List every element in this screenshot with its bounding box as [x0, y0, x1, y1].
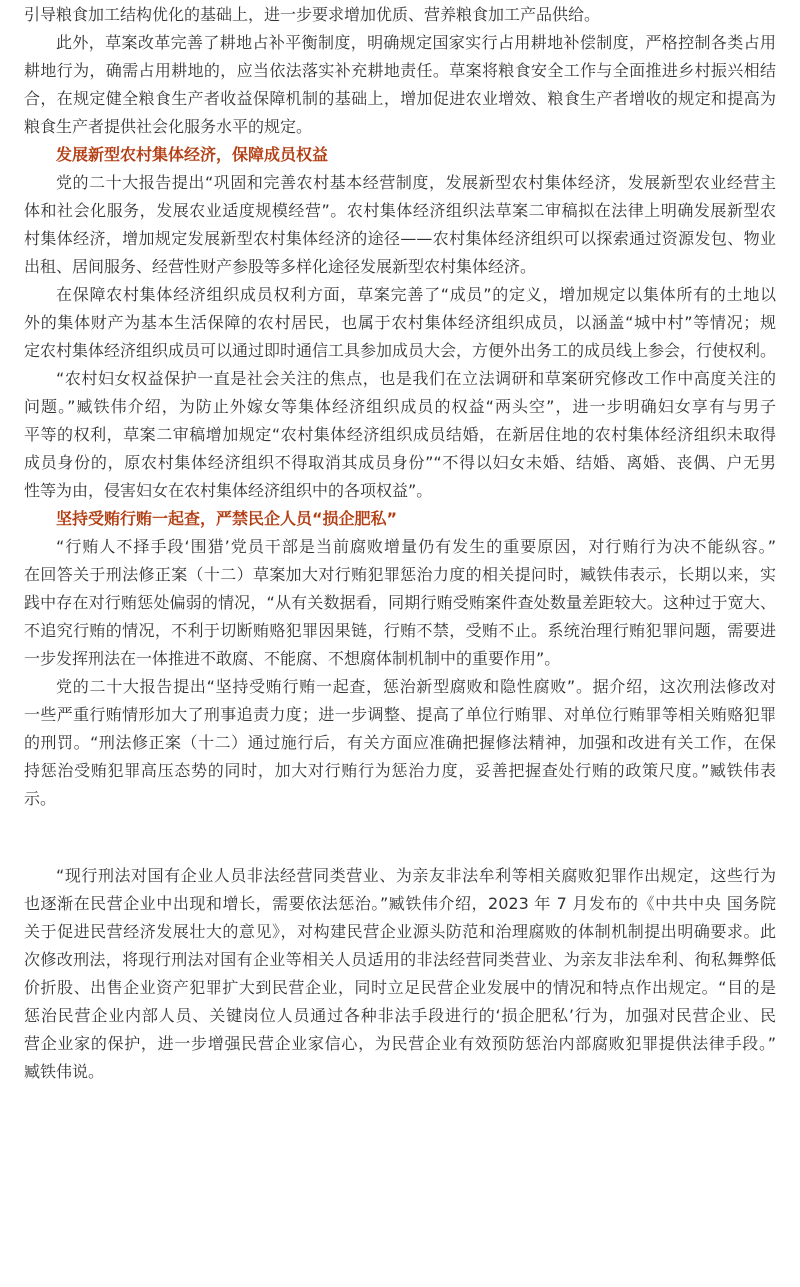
paragraph-line: 价折股、出售企业资产犯罪扩大到民营企业，同时立足民营企业发展中的情况和特点作出规定。“目的是	[24, 978, 776, 997]
paragraph	[24, 29, 776, 141]
section-heading	[24, 141, 776, 169]
paragraph-line: 外的集体财产为基本生活保障的农村居民，也属于农村集体经济组织成员，以涵盖“城中村”等情况；规	[24, 313, 776, 332]
paragraph-line: 引导粮食加工结构优化的基础上，进一步要求增加优质、营养粮食加工产品供给。	[24, 5, 601, 24]
paragraph-line: 的刑罚。“刑法修正案（十二）通过施行后，有关方面应准确把握修法精神，加强和改进有关工作，在保	[24, 733, 776, 752]
paragraph-line: 关于促进民营经济发展壮大的意见》，对构建民营企业源头防范和治理腐败的体制机制提出明确要求。此	[24, 922, 776, 941]
paragraph-line: 此外，草案改革完善了耕地占补平衡制度，明确规定国家实行占用耕地补偿制度，严格控制各类占用	[56, 33, 776, 52]
paragraph-line: 村集体经济，增加规定发展新型农村集体经济的途径——农村集体经济组织可以探索通过资源发包、物业	[24, 229, 776, 248]
paragraph-line: “农村妇女权益保护一直是社会关注的焦点，也是我们在立法调研和草案研究修改工作中高度关注的	[56, 369, 776, 388]
section-heading	[24, 505, 776, 533]
paragraph-line: 平等的权利，草案二审稿增加规定“农村集体经济组织成员结婚，在新居住地的农村集体经济组织未取得	[24, 425, 776, 444]
paragraph-line: 出租、居间服务、经营性财产参股等多样化途径发展新型农村集体经济。	[24, 257, 537, 276]
paragraph	[24, 365, 776, 505]
paragraph-line: “现行刑法对国有企业人员非法经营同类营业、为亲友非法牟利等相关腐败犯罪作出规定，这些行为	[56, 866, 776, 885]
heading-text: 发展新型农村集体经济，保障成员权益	[56, 145, 329, 164]
paragraph-line: 党的二十大报告提出“巩固和完善农村基本经营制度，发展新型农村集体经济，发展新型农业经营主	[56, 173, 776, 192]
heading-text: 坚持受贿行贿一起查，严禁民企人员“损企肥私”	[56, 509, 398, 528]
paragraph-line: 问题。”臧铁伟介绍，为防止外嫁女等集体经济组织成员的权益“两头空”，进一步明确妇女享有与男子	[24, 397, 776, 416]
paragraph	[24, 533, 776, 673]
paragraph-line: 粮食生产者提供社会化服务水平的规定。	[24, 117, 313, 136]
paragraph-line: 定农村集体经济组织成员可以通过即时通信工具参加成员大会，方便外出务工的成员线上参会，行使权利。	[24, 341, 776, 360]
paragraph	[24, 673, 776, 813]
paragraph-line: 践中存在对行贿惩处偏弱的情况，“从有关数据看，同期行贿受贿案件查处数量差距较大。这种过于宽大、	[24, 593, 776, 612]
paragraph-line: 一些严重行贿情形加大了刑事追责力度；进一步调整、提高了单位行贿罪、对单位行贿罪等相关贿赂犯罪	[24, 705, 776, 724]
paragraph-line: 次修改刑法，将现行刑法对国有企业等相关人员适用的非法经营同类营业、为亲友非法牟利、徇私舞弊低	[24, 950, 776, 969]
paragraph-line: 营企业家的保护，进一步增强民营企业家信心，为民营企业有效预防惩治内部腐败犯罪提供法律手段。”	[24, 1034, 776, 1053]
paragraph	[24, 281, 776, 365]
paragraph	[24, 1, 776, 29]
paragraph-line: 在保障农村集体经济组织成员权利方面，草案完善了“成员”的定义，增加规定以集体所有的土地以	[56, 285, 776, 304]
paragraph-line: 党的二十大报告提出“坚持受贿行贿一起查，惩治新型腐败和隐性腐败”。据介绍，这次刑法修改对	[56, 677, 776, 696]
paragraph-line: 成员身份的，原农村集体经济组织不得取消其成员身份”“不得以妇女未婚、结婚、离婚、丧偶、户无男	[24, 453, 776, 472]
paragraph	[24, 862, 776, 1086]
paragraph-line: 持惩治受贿犯罪高压态势的同时，加大对行贿行为惩治力度，妥善把握查处行贿的政策尺度。”臧铁伟表	[24, 761, 776, 780]
paragraph	[24, 169, 776, 281]
paragraph-line: 一步发挥刑法在一体推进不敢腐、不能腐、不想腐体制机制中的重要作用”。	[24, 649, 561, 668]
paragraph-line: 惩治民营企业内部人员、关键岗位人员通过各种非法手段进行的‘损企肥私’行为，加强对民营企业、民	[24, 1006, 776, 1025]
paragraph-line: 不追究行贿的情况，不利于切断贿赂犯罪因果链，行贿不禁，受贿不止。系统治理行贿犯罪问题，需要进	[24, 621, 776, 640]
paragraph-line: 性等为由，侵害妇女在农村集体经济组织中的各项权益”。	[24, 481, 433, 500]
paragraph-line: “行贿人不择手段‘围猎’党员干部是当前腐败增量仍有发生的重要原因，对行贿行为决不能纵容。”	[56, 537, 776, 556]
paragraph-line: 体和社会化服务，发展农业适度规模经营”。农村集体经济组织法草案二审稿拟在法律上明确发展新型农	[24, 201, 776, 220]
paragraph-line: 也逐渐在民营企业中出现和增长，需要依法惩治。”臧铁伟介绍，2023 年 7 月发布的《中共中央 国务院	[24, 894, 776, 913]
paragraph-line: 耕地行为，确需占用耕地的，应当依法落实补充耕地责任。草案将粮食安全工作与全面推进乡村振兴相结	[24, 61, 776, 80]
paragraph-line: 合，在规定健全粮食生产者收益保障机制的基础上，增加促进农业增效、粮食生产者增收的规定和提高为	[24, 89, 776, 108]
article-body	[24, 1, 776, 1086]
paragraph-line: 在回答关于刑法修正案（十二）草案加大对行贿犯罪惩治力度的相关提问时，臧铁伟表示，长期以来，实	[24, 565, 776, 584]
paragraph-line: 示。	[24, 789, 57, 808]
paragraph-line: 臧铁伟说。	[24, 1062, 105, 1081]
